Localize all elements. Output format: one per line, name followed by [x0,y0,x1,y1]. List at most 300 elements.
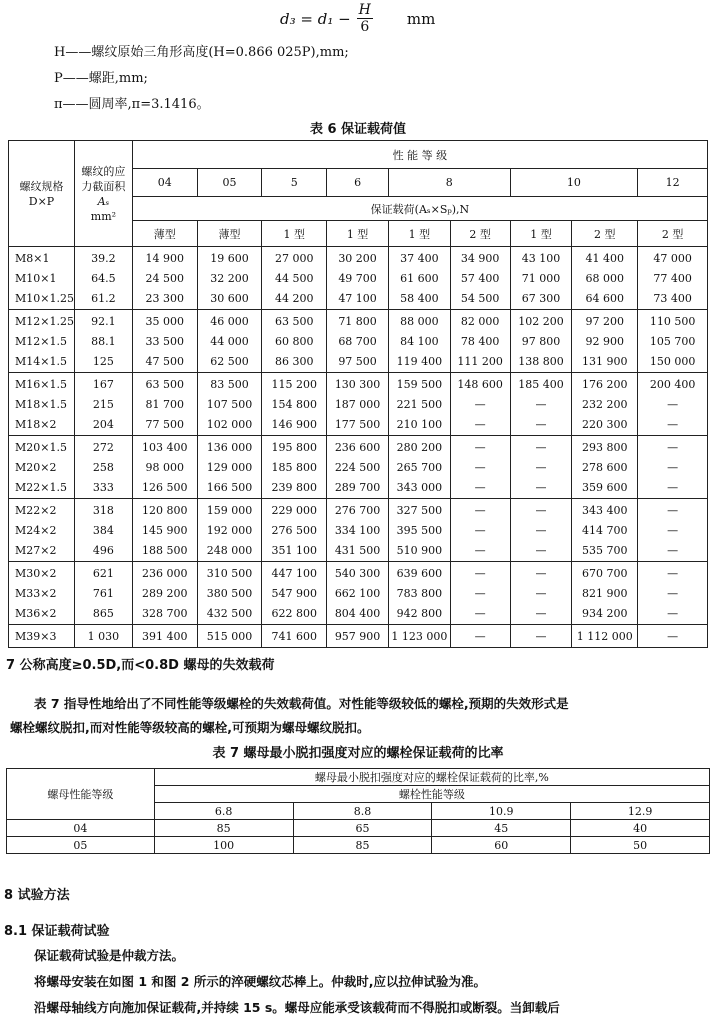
load-cell-line: 86 300 [275,355,314,368]
table7-nut: 04 [7,820,155,837]
spec-cell-line: M22×1.5 [15,481,67,494]
load-cell-line: 188 500 [141,544,188,557]
table6-group-row [9,499,708,562]
spec-cell-line: M27×2 [15,544,57,557]
load-cell-line: — [667,418,679,431]
type-cell: 薄型 [132,221,197,247]
table6-group-row [9,310,708,373]
load-cell-line: 67 300 [521,292,561,305]
load-cell-line: 71 800 [338,315,377,328]
area-cell [74,625,132,648]
load-cell [388,373,450,436]
load-cell-line: 97 500 [338,355,377,368]
load-cell-line: — [535,398,547,411]
load-cell [327,436,389,499]
load-cell-line: 81 700 [145,398,184,411]
load-cell [197,373,262,436]
table7-grade: 8.8 [293,803,432,820]
spec-cell-line: M10×1 [15,272,57,285]
load-cell [262,373,327,436]
load-cell-line: 23 300 [145,292,184,305]
load-cell [388,310,450,373]
area-cell-line: 39.2 [91,252,116,265]
load-cell-line: 210 100 [396,418,443,431]
load-cell-line: — [667,630,679,643]
spec-cell-line: M20×2 [15,461,57,474]
section8-line1: 保证载荷试验是仲裁方法。 [34,948,185,963]
load-cell [572,373,638,436]
load-cell [388,499,450,562]
table7-nut: 05 [7,837,155,854]
table6-group-row [9,247,708,310]
load-cell-line: 98 000 [145,461,184,474]
load-cell-line: — [474,461,486,474]
load-cell [572,310,638,373]
load-cell [572,562,638,625]
load-cell-line: 136 000 [206,441,253,454]
area-cell-line: 333 [92,481,114,494]
section8-line2: 将螺母安装在如图 1 和图 2 所示的淬硬螺纹芯棒上。仲裁时,应以拉伸试验为准。 [34,974,487,989]
spec-cell-line: M22×2 [15,504,57,517]
load-cell [572,499,638,562]
spec-cell-line: M20×1.5 [15,441,67,454]
load-cell-line: 1 123 000 [391,630,448,643]
load-cell-line: 62 500 [210,355,249,368]
load-cell-line: 327 500 [396,504,443,517]
load-cell-line: 129 000 [206,461,253,474]
load-cell-line: 248 000 [206,544,253,557]
load-cell [450,625,510,648]
load-cell [388,247,450,310]
table6-group-row [9,436,708,499]
load-cell [262,310,327,373]
table7-cell: 85 [154,820,293,837]
load-cell-line: 232 200 [582,398,628,411]
load-cell-line: 515 000 [206,630,253,643]
spec-cell-line: M18×1.5 [15,398,67,411]
load-cell-line: 236 600 [334,441,381,454]
table7-grade: 6.8 [154,803,293,820]
header-load: 保证载荷(Aₛ×Sₚ),N [132,197,707,221]
load-cell-line: 187 000 [334,398,381,411]
load-cell-line: 63 500 [275,315,314,328]
spec-cell-line: M24×2 [15,524,57,537]
load-cell-line: 44 200 [275,292,314,305]
load-cell-line: — [474,544,486,557]
type-cell: 2 型 [450,221,510,247]
load-cell-line: 71 000 [521,272,561,285]
type-cell: 1 型 [388,221,450,247]
load-cell-line: — [535,544,547,557]
load-cell [262,499,327,562]
definition-p: P——螺距,mm; [54,71,148,86]
load-cell-line: 111 200 [457,355,503,368]
load-cell-line: — [667,567,679,580]
load-cell-line: — [474,418,486,431]
load-cell-line: 97 800 [521,335,561,348]
load-cell-line: 73 400 [653,292,692,305]
load-cell-line: 49 700 [338,272,377,285]
load-cell-line: — [667,544,679,557]
load-cell-line: 662 100 [334,587,381,600]
load-cell-line: 126 500 [141,481,188,494]
load-cell [327,247,389,310]
spec-cell [9,247,75,310]
area-cell [74,310,132,373]
load-cell-line: 47 100 [338,292,377,305]
spec-cell [9,436,75,499]
spec-cell-line: M10×1.25 [15,292,74,305]
definition-pi: π——圆周率,π=3.1416。 [54,97,210,112]
load-cell [388,625,450,648]
area-cell-line: 761 [92,587,114,600]
load-cell-line: — [667,481,679,494]
area-cell-line: 621 [92,567,114,580]
load-cell-line: 148 600 [457,378,503,391]
load-cell-line: 35 000 [145,315,184,328]
load-cell-line: 150 000 [649,355,696,368]
spec-cell-line: M30×2 [15,567,57,580]
load-cell-line: 540 300 [334,567,381,580]
load-cell [510,562,572,625]
load-cell [450,436,510,499]
table7-caption: 表 7 螺母最小脱扣强度对应的螺栓保证载荷的比率 [212,746,504,761]
spec-cell-line: M16×1.5 [15,378,67,391]
load-cell-line: — [474,630,486,643]
load-cell-line: 44 000 [210,335,249,348]
header-spec: 螺纹规格 D×P [9,141,75,247]
load-cell-line: — [667,461,679,474]
load-cell-line: 102 200 [518,315,564,328]
load-cell [638,499,708,562]
spec-cell-line: M12×1.25 [15,315,74,328]
area-cell-line: 318 [92,504,114,517]
load-cell-line: — [535,481,547,494]
load-cell-line: 280 200 [396,441,443,454]
load-cell-line: — [474,398,486,411]
load-cell [327,562,389,625]
type-cell: 1 型 [262,221,327,247]
table7-cell: 60 [432,837,571,854]
load-cell-line: — [667,398,679,411]
load-cell-line: — [535,441,547,454]
grade-04: 04 [132,169,197,197]
load-cell-line: 276 700 [334,504,381,517]
load-cell [132,373,197,436]
load-cell [510,373,572,436]
load-cell [510,247,572,310]
spec-cell-line: M12×1.5 [15,335,67,348]
header-area: 螺纹的应 力截面积 Aₛ mm² [74,141,132,247]
load-cell-line: 1 112 000 [576,630,633,643]
table6-group-row [9,373,708,436]
load-cell-line: 670 700 [582,567,628,580]
load-cell-line: 293 800 [582,441,628,454]
load-cell [197,562,262,625]
area-cell [74,499,132,562]
load-cell-line: 120 800 [141,504,188,517]
load-cell-line: 44 500 [275,272,314,285]
load-cell-line: 33 500 [145,335,184,348]
area-cell-line: 1 030 [87,630,120,643]
load-cell-line: — [667,587,679,600]
grade-5: 5 [262,169,327,197]
area-cell-line: 125 [92,355,114,368]
formula-fraction [357,2,373,35]
load-cell [450,499,510,562]
load-cell-line: 19 600 [210,252,249,265]
load-cell-line: 24 500 [145,272,184,285]
load-cell-line: 131 900 [582,355,628,368]
area-cell-line: 88.1 [91,335,116,348]
load-cell-line: — [535,418,547,431]
area-cell [74,436,132,499]
load-cell-line: 130 300 [334,378,381,391]
table6-group-row [9,625,708,648]
load-cell-line: 97 200 [585,315,625,328]
load-cell [132,310,197,373]
load-cell-line: 176 200 [582,378,628,391]
load-cell-line: 58 400 [400,292,439,305]
formula-unit: mm [406,9,436,28]
table6-group-row [9,562,708,625]
load-cell-line: 64 600 [585,292,625,305]
load-cell-line: — [667,504,679,517]
spec-cell-line: M36×2 [15,607,57,620]
grade-05: 05 [197,169,262,197]
spec-cell-line: M33×2 [15,587,57,600]
type-cell: 1 型 [327,221,389,247]
load-cell-line: 102 000 [206,418,253,431]
formula-numerator: H [358,2,371,18]
load-cell-line: 32 200 [210,272,249,285]
load-cell-line: 351 100 [271,544,318,557]
load-cell [197,625,262,648]
load-cell [638,562,708,625]
table7-cell: 45 [432,820,571,837]
load-cell-line: — [535,524,547,537]
load-cell-line: — [535,587,547,600]
load-cell-line: 30 200 [338,252,377,265]
load-cell-line: 88 000 [400,315,439,328]
area-cell-line: 496 [92,544,114,557]
table6-caption: 表 6 保证载荷值 [309,122,407,137]
load-cell-line: 328 700 [141,607,188,620]
load-cell [572,625,638,648]
header-perf: 性 能 等 级 [132,141,707,169]
load-cell-line: 84 100 [400,335,439,348]
load-cell-line: 60 800 [275,335,314,348]
load-cell-line: 343 000 [396,481,443,494]
load-cell-line: 47 000 [653,252,692,265]
section7-heading: 7 公称高度≥0.5D,而<0.8D 螺母的失效载荷 [6,658,275,673]
definition-h: H——螺纹原始三角形高度(H=0.866 025P),mm; [54,45,349,60]
load-cell [262,436,327,499]
load-cell-line: 14 900 [145,252,184,265]
load-cell-line: 54 500 [460,292,500,305]
load-cell-line: 154 800 [271,398,318,411]
area-cell [74,562,132,625]
section8-sub: 8.1 保证载荷试验 [4,924,110,939]
load-cell-line: 68 700 [338,335,377,348]
area-cell-line: 258 [92,461,114,474]
load-cell [572,436,638,499]
formula [280,2,435,35]
load-cell-line: — [535,607,547,620]
load-cell [132,625,197,648]
load-cell [638,247,708,310]
load-cell-line: 359 600 [582,481,628,494]
load-cell [197,247,262,310]
load-cell [132,247,197,310]
load-cell-line: 289 200 [141,587,188,600]
load-cell [638,436,708,499]
load-cell-line: 343 400 [582,504,628,517]
load-cell-line: 119 400 [396,355,443,368]
load-cell-line: 447 100 [271,567,318,580]
load-cell-line: 43 100 [521,252,561,265]
load-cell-line: — [535,504,547,517]
load-cell [450,373,510,436]
load-cell-line: 82 000 [460,315,500,328]
load-cell-line: 236 000 [141,567,188,580]
load-cell-line: 310 500 [206,567,253,580]
table7-cell: 65 [293,820,432,837]
load-cell [638,625,708,648]
load-cell-line: 220 300 [582,418,628,431]
load-cell [510,436,572,499]
load-cell-line: 185 400 [518,378,564,391]
area-cell-line: 61.2 [91,292,116,305]
load-cell-line: 145 900 [141,524,188,537]
load-cell-line: 47 500 [145,355,184,368]
load-cell-line: 115 200 [271,378,318,391]
area-cell-line: 384 [92,524,114,537]
area-cell-line: 167 [92,378,114,391]
load-cell-line: 61 600 [400,272,439,285]
table7-row [7,837,710,854]
load-cell [197,436,262,499]
load-cell-line: 138 800 [518,355,564,368]
load-cell [327,373,389,436]
load-cell-line: 957 900 [334,630,381,643]
type-cell: 2 型 [572,221,638,247]
table7-grade: 12.9 [571,803,710,820]
load-cell-line: 30 600 [210,292,249,305]
type-cell: 2 型 [638,221,708,247]
load-cell [262,625,327,648]
load-cell-line: 46 000 [210,315,249,328]
load-cell-line: 34 900 [460,252,500,265]
area-cell-line: 272 [92,441,114,454]
load-cell-line: 92 900 [585,335,625,348]
spec-cell [9,373,75,436]
load-cell-line: 391 400 [141,630,188,643]
load-cell-line: 414 700 [582,524,628,537]
type-cell: 1 型 [510,221,572,247]
load-cell-line: 804 400 [334,607,381,620]
load-cell-line: 146 900 [271,418,318,431]
grade-6: 6 [327,169,389,197]
load-cell-line: 432 500 [206,607,253,620]
load-cell-line: 278 600 [582,461,628,474]
load-cell-line: 510 900 [396,544,443,557]
load-cell-line: 395 500 [396,524,443,537]
area-cell [74,247,132,310]
load-cell [388,562,450,625]
load-cell-line: — [474,524,486,537]
load-cell [388,436,450,499]
load-cell-line: 110 500 [649,315,696,328]
load-cell-line: 229 000 [271,504,318,517]
load-cell-line: 105 700 [649,335,696,348]
load-cell-line: — [474,607,486,620]
load-cell-line: 41 400 [585,252,625,265]
load-cell-line: 547 900 [271,587,318,600]
load-cell [638,373,708,436]
spec-cell-line: M39×3 [15,630,57,643]
table7-col1: 螺母性能等级 [7,769,155,820]
load-cell-line: 265 700 [396,461,443,474]
load-cell-line: 195 800 [271,441,318,454]
load-cell-line: 431 500 [334,544,381,557]
load-cell-line: 159 000 [206,504,253,517]
load-cell-line: — [474,587,486,600]
spec-cell-line: M8×1 [15,252,50,265]
table7-title: 螺母最小脱扣强度对应的螺栓保证载荷的比率,% [154,769,709,786]
load-cell-line: 57 400 [460,272,500,285]
table7-cell: 85 [293,837,432,854]
spec-cell [9,625,75,648]
load-cell-line: 224 500 [334,461,381,474]
load-cell-line: 27 000 [275,252,314,265]
load-cell [638,310,708,373]
table7-cell: 40 [571,820,710,837]
load-cell [262,562,327,625]
table6-body [9,247,708,648]
load-cell [510,310,572,373]
load-cell-line: 68 000 [585,272,625,285]
load-cell-line: — [667,607,679,620]
area-cell-line: 215 [92,398,114,411]
load-cell [327,310,389,373]
load-cell [450,247,510,310]
definitions [54,40,349,118]
load-cell [327,499,389,562]
section8-heading: 8 试验方法 [4,888,70,903]
load-cell-line: 380 500 [206,587,253,600]
table7 [6,768,710,854]
area-cell-line: 204 [92,418,114,431]
load-cell-line: 783 800 [396,587,443,600]
formula-lhs: d₃ = d₁ − [280,9,351,28]
load-cell-line: 192 000 [206,524,253,537]
load-cell-line: — [535,461,547,474]
load-cell-line: 276 500 [271,524,318,537]
area-cell-line: 865 [92,607,114,620]
table7-grade: 10.9 [432,803,571,820]
spec-cell [9,310,75,373]
load-cell [510,499,572,562]
load-cell [262,247,327,310]
spec-cell-line: M14×1.5 [15,355,67,368]
load-cell-line: — [535,630,547,643]
spec-cell [9,499,75,562]
table6 [8,140,708,648]
load-cell-line: 83 500 [210,378,249,391]
load-cell-line: — [474,567,486,580]
table7-sub: 螺栓性能等级 [154,786,709,803]
